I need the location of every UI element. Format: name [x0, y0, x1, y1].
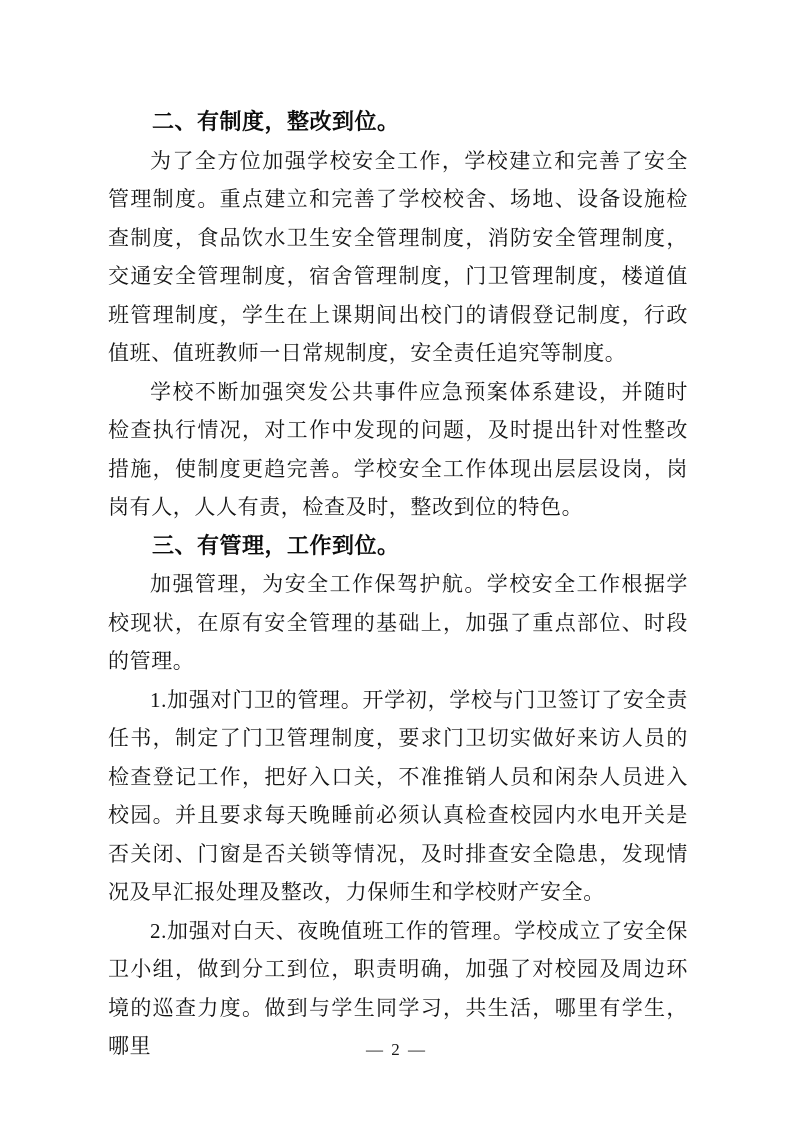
paragraph-emergency-plan: 学校不断加强突发公共事件应急预案体系建设，并随时检查执行情况，对工作中发现的问题，及时提出针对性整改措施，使制度更趋完善。学校安全工作体现出层层设岗，岗岗有人，人人有责，检查及时，整改到位的特色。	[108, 379, 688, 519]
document-body	[108, 103, 688, 1066]
paragraph-duty-management: 2.加强对白天、夜晚值班工作的管理。学校成立了安全保卫小组，做到分工到位，职责明确，加强了对校园及周边环境的巡查力度。做到与学生同学习，共生活，哪里有学生，哪里	[108, 918, 688, 1058]
paragraph-management-intro: 加强管理，为安全工作保驾护航。学校安全工作根据学校现状，在原有安全管理的基础上，加强了重点部位、时段的管理。	[108, 572, 688, 673]
paragraph-gatekeeper-management: 1.加强对门卫的管理。开学初，学校与门卫签订了安全责任书，制定了门卫管理制度，要求门卫切实做好来访人员的检查登记工作，把好入口关，不准推销人员和闲杂人员进入校园。并且要求每天晚睡前必须认真检查校园内水电开关是否关闭、门窗是否关锁等情况，及时排查安全隐患，发现情况及早汇报处理及整改，力保师生和学校财产安全。	[108, 687, 688, 904]
section-heading-institutions: 二、有制度，整改到位。	[152, 109, 400, 134]
page-number: — 2 —	[366, 1040, 427, 1059]
section-heading-management: 三、有管理，工作到位。	[152, 532, 400, 558]
paragraph-safety-systems: 为了全方位加强学校安全工作，学校建立和完善了安全管理制度。重点建立和完善了学校校舍、场地、设备设施检查制度，食品饮水卫生安全管理制度，消防安全管理制度，交通安全管理制度，宿舍管理制度，门卫管理制度，楼道值班管理制度，学生在上课期间出校门的请假登记制度，行政值班、值班教师一日常规制度，安全责任追究等制度。	[108, 148, 688, 365]
